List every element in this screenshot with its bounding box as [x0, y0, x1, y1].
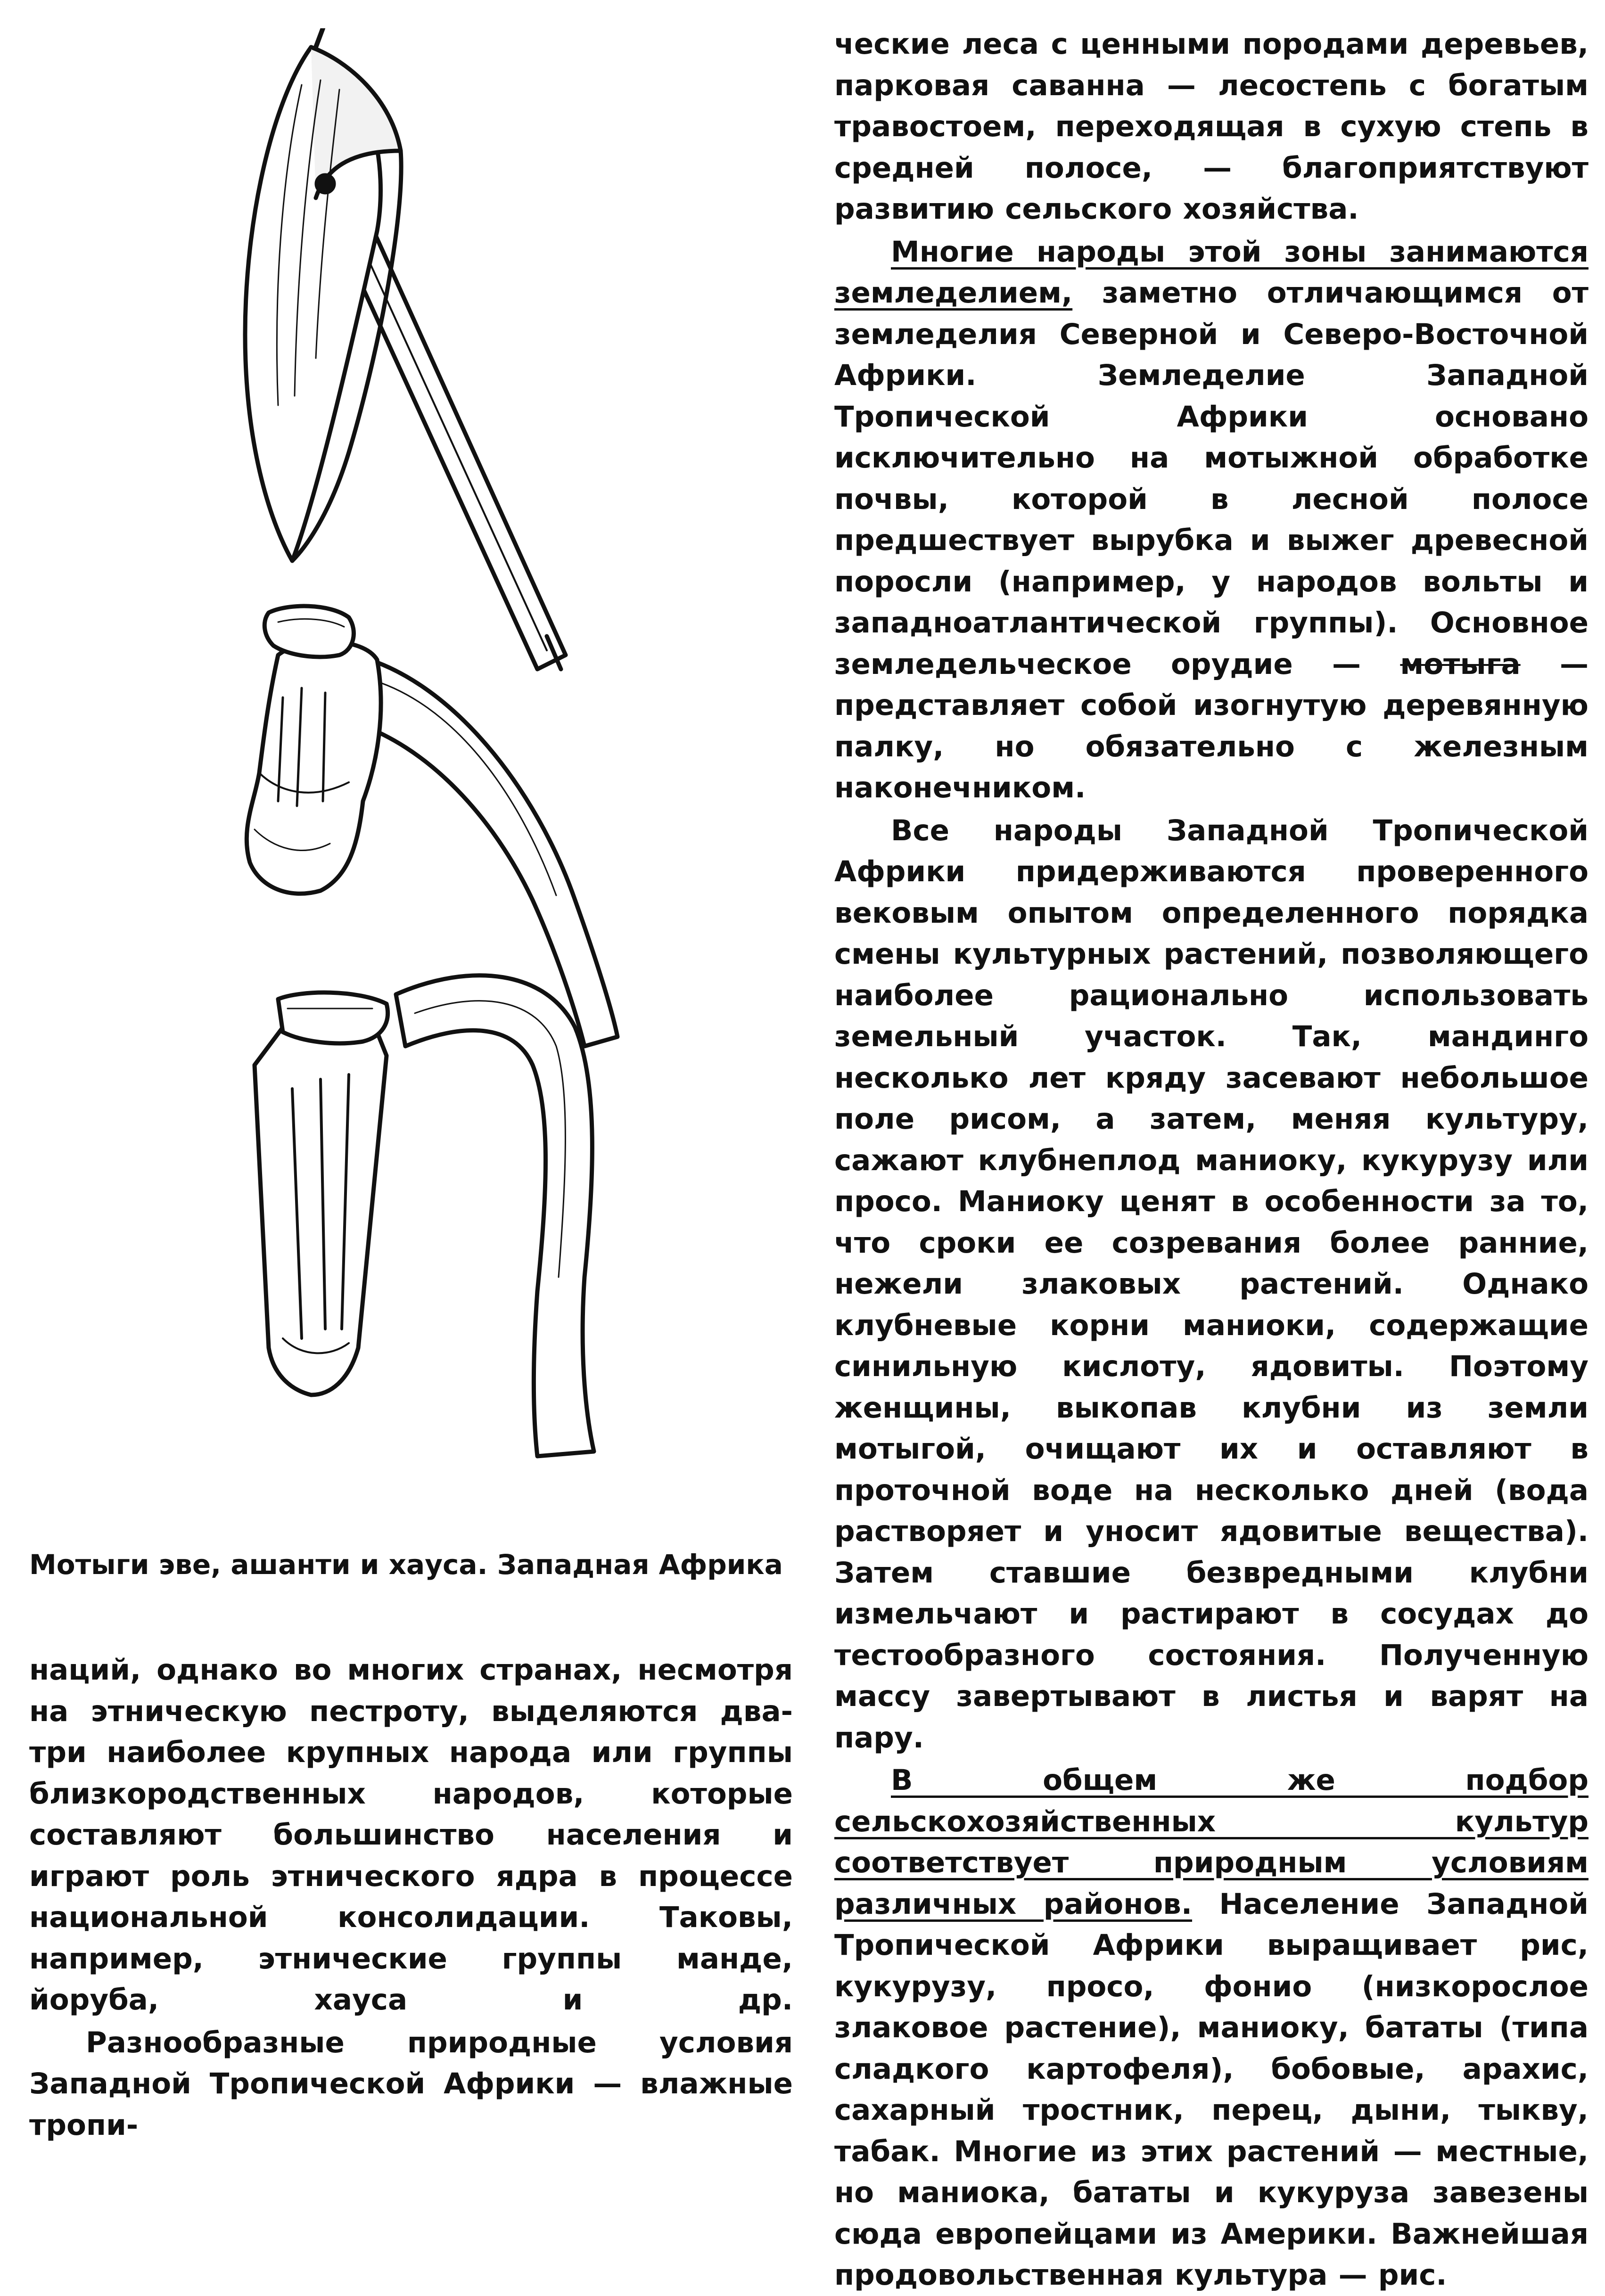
- struck-word: мотыга: [1400, 647, 1521, 681]
- underlined-phrase: Многие народы этой зоны занимаются земледелием,: [834, 235, 1589, 310]
- left-text-column: [29, 1649, 793, 2146]
- right-paragraph-4-text: Население Западной Тропической Африки выращивает рис, кукурузу, просо, фонио (низкорослое злаковое растение), маниоку, бататы (типа сладкого картофеля), бобовые, арахис, сахарный тростник, перец, дыни, тыкву, табак. Многие из этих растений — местные, но маниока, бататы и кукуруза завезены сюда европейцами из Америки. Важнейшая продовольственная культура — рис.: [834, 1887, 1589, 2292]
- right-paragraph-2: [834, 231, 1589, 809]
- right-paragraph-3: Все народы Западной Тропической Африки придерживаются проверенного вековым опытом определенного порядка смены культурных растений, позволяющего наиболее рационально использовать земельный участок. Так, мандинго несколько лет кряду засевают небольшое поле рисом, а затем, меняя культуру, сажают клубнеплод маниоку, кукурузу или просо. Маниоку ценят в особенности за то, что сроки ее созревания более ранние, нежели злаковых растений. Однако клубневые корни маниоки, содержащие синильную кислоту, ядовиты. Поэтому женщины, выкопав клубни из земли мотыгой, очищают их и оставляют в проточной воде на несколько дней (вода растворяет и уносит ядовитые вещества). Затем ставшие безвредными клубни измельчают и растирают в сосудах до тестообразного состояния. Полученную массу завертывают в листья и варят на пару.: [834, 813, 1589, 1755]
- hoe-3: [255, 976, 594, 1456]
- right-paragraph-4: [834, 1760, 1589, 2296]
- right-text-column: [834, 24, 1589, 2296]
- right-paragraph-2-end: — представляет собой изогнутую деревянную палку, но обязательно с железным наконечником.: [834, 647, 1589, 804]
- hoe-1: [245, 28, 566, 669]
- left-paragraph-2: Разнообразные природные условия Западной Тропической Африки — влажные тропи-: [29, 2025, 793, 2142]
- underlined-sentence: В общем же подбор сельскохозяйственных культур соответствует природным условиям различных районов.: [834, 1763, 1589, 1921]
- left-paragraph-1: наций, однако во многих странах, несмотря на этническую пестроту, выделяются два-три наиболее крупных народа или группы близкородственных народов, которые составляют большинство населения и играют роль этнического ядра в процессе национальной консолидации. Таковы, например, этнические группы манде, йоруба, хауса и др.: [29, 1653, 793, 2017]
- figure-caption: Мотыги эве, ашанти и хауса. Западная Африка: [29, 1549, 783, 1581]
- hoes-illustration: [207, 28, 820, 1508]
- right-paragraph-2-text: заметно отличающимся от земледелия Северной и Северо-Восточной Африки. Земледелие Западной Тропической Африки основано исключительно на мотыжной обработке почвы, которой в лесной полосе предшествует вырубка и выжег древесной поросли (например, у народов вольты и западноатлантической группы). Основное земледельческое орудие —: [834, 276, 1589, 681]
- right-paragraph-1: ческие леса с ценными породами деревьев, парковая саванна — лесостепь с богатым травостоем, переходящая в сухую степь в средней полосе, — благоприятствуют развитию сельского хозяйства.: [834, 27, 1589, 226]
